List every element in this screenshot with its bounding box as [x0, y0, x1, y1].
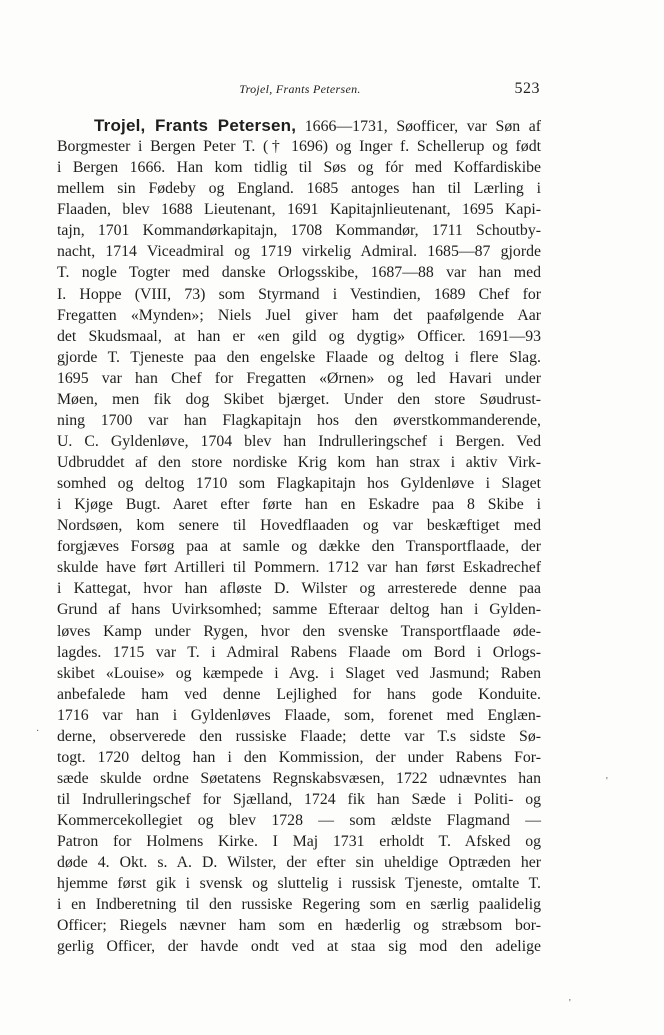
- text-line: Borgmester i Bergen Peter T. († 1696) og Inger f. Schellerup og født: [57, 138, 541, 156]
- text-line: Officer; Riegels nævner ham som en hæderlig og stræbsom bor-: [57, 917, 541, 935]
- text-line: løves Kamp under Rygen, hvor den svenske Transportflaade øde-: [57, 622, 541, 640]
- text-line: sæde skulde ordne Søetatens Regnskabsvæsen, 1722 udnævntes han: [57, 769, 541, 787]
- entry-headword: Trojel, Frants Petersen,: [94, 116, 297, 135]
- text-line: gerlig Officer, der havde ondt ved at staa sig mod den adelige: [57, 938, 541, 956]
- text-line: T. nogle Togter med danske Orlogsskibe, 1687—88 var han med: [57, 264, 541, 282]
- text-line: ning 1700 var han Flagkapitajn hos den øverstkommanderende,: [57, 411, 541, 429]
- text-line: togt. 1720 deltog han i den Kommission, der under Rabens For-: [57, 748, 541, 766]
- bottom-tick-mark: ': [569, 998, 571, 1009]
- text-line: Kommercekollegiet og blev 1728 — som ældste Flagmand —: [57, 812, 541, 830]
- text-line: Møen, men fik dog Skibet bjærget. Under den store Søudrust-: [57, 390, 541, 408]
- text-line: Nordsøen, kom senere til Hovedflaaden og var beskæftiget med: [57, 517, 541, 535]
- text-line: i Bergen 1666. Han kom tidlig til Søs og fór med Koffardiskibe: [57, 159, 541, 177]
- text-line: i en Indberetning til den russiske Regering som en særlig paalidelig: [57, 896, 541, 914]
- page-number: 523: [514, 80, 540, 97]
- text-line: forgjæves Forsøg paa at samle og dække den Transportflaade, der: [57, 538, 541, 556]
- text-line: Grund af hans Uvirksomhed; samme Efteraar deltog han i Gylden-: [57, 601, 541, 619]
- text-line: skulde have ført Artilleri til Pommern. 1712 var han først Eskadrechef: [57, 559, 541, 577]
- text-line: derne, observerede den russiske Flaade; dette var T.s sidste Sø-: [57, 727, 541, 745]
- text-line: U. C. Gyldenløve, 1704 blev han Indrulleringschef i Bergen. Ved: [57, 432, 541, 450]
- text-line: lagdes. 1715 var T. i Admiral Rabens Flaade om Bord i Orlogs-: [57, 643, 541, 661]
- text-line: somhed og deltog 1710 som Flagkapitajn hos Gyldenløve i Slaget: [57, 475, 541, 493]
- text-line: anbefalede ham ved denne Lejlighed for hans gode Konduite.: [57, 685, 541, 703]
- text-line: i Kjøge Bugt. Aaret efter førte han en Eskadre paa 8 Skibe i: [57, 496, 541, 514]
- text-line: 1716 var han i Gyldenløves Flaade, som, forenet med Englæn-: [57, 706, 541, 724]
- text-line: Fregatten «Mynden»; Niels Juel giver ham det paafølgende Aar: [57, 306, 541, 324]
- text-line: gjorde T. Tjeneste paa den engelske Flaade og deltog i flere Slag.: [57, 348, 541, 366]
- text-line: Patron for Holmens Kirke. I Maj 1731 erholdt T. Afsked og: [57, 833, 541, 851]
- text-line: mellem sin Fødeby og England. 1685 antoges han til Lærling i: [57, 180, 541, 198]
- running-title: Trojel, Frants Petersen.: [239, 82, 361, 96]
- text-line: skibet «Louise» og kæmpede i Avg. i Slaget ved Jasmund; Raben: [57, 664, 541, 682]
- entry-first-line-rest: 1666—1731, Søofficer, var Søn af: [304, 118, 542, 135]
- entry-text-lines: [57, 136, 541, 957]
- entry-body: [57, 115, 541, 958]
- running-header: [0, 80, 664, 100]
- text-line: tajn, 1701 Kommandørkapitajn, 1708 Kommandør, 1711 Schoutby-: [57, 222, 541, 240]
- text-line: det Skudsmaal, at han er «en gild og dygtig» Officer. 1691—93: [57, 327, 541, 345]
- text-line: Flaaden, blev 1688 Lieutenant, 1691 Kapitajnlieutenant, 1695 Kapi-: [57, 201, 541, 219]
- text-line: nacht, 1714 Viceadmiral og 1719 virkelig Admiral. 1685—87 gjorde: [57, 243, 541, 261]
- margin-dot-mark: ·: [36, 726, 40, 737]
- text-line: i Kattegat, hvor han afløste D. Wilster og arresterede denne paa: [57, 580, 541, 598]
- entry-first-line: [57, 115, 541, 136]
- margin-tick-mark: ': [606, 776, 608, 787]
- text-line: Udbruddet af den store nordiske Krig kom han strax i aktiv Virk-: [57, 454, 541, 471]
- text-line: til Indrulleringschef for Sjælland, 1724 fik han Sæde i Politi- og: [57, 791, 541, 808]
- text-line: døde 4. Okt. s. A. D. Wilster, der efter sin uheldige Optræden her: [57, 854, 541, 872]
- text-line: I. Hoppe (VIII, 73) som Styrmand i Vestindien, 1689 Chef for: [57, 285, 541, 303]
- text-line: 1695 var han Chef for Fregatten «Ørnen» og led Havari under: [57, 369, 541, 387]
- text-line: hjemme først gik i svensk og sluttelig i russisk Tjeneste, omtalte T.: [57, 875, 541, 893]
